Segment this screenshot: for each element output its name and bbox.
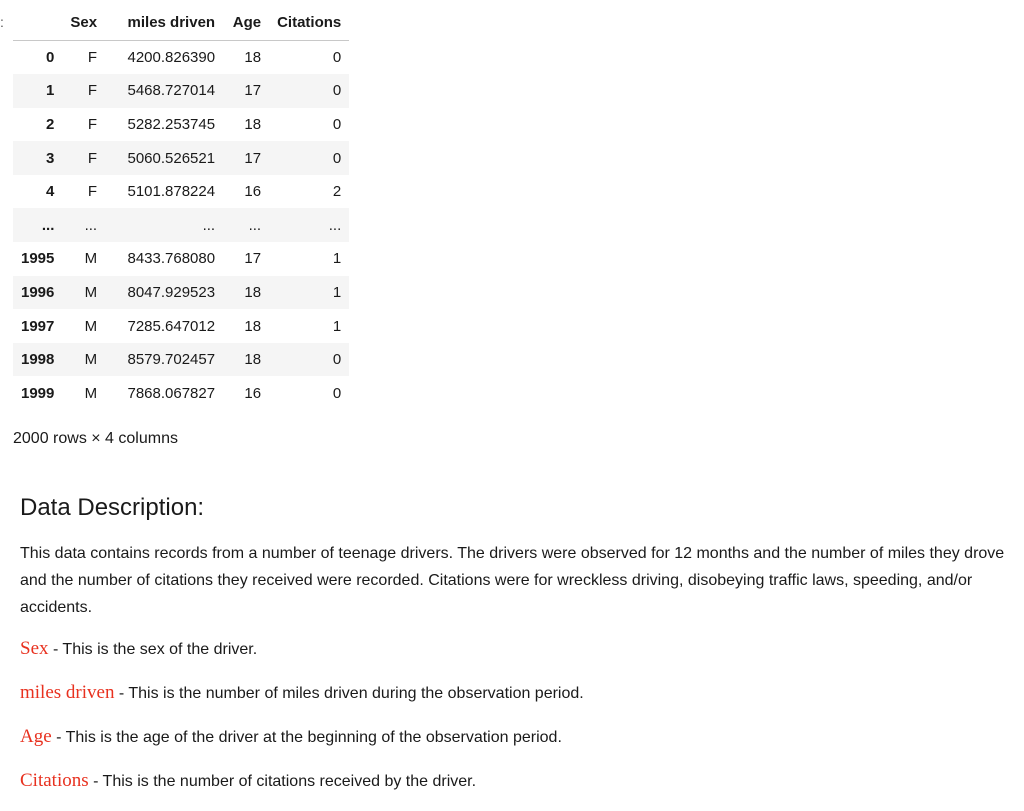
cell-sex: F	[87, 82, 98, 100]
row-index: 4	[46, 183, 55, 201]
row-index: 1998	[21, 351, 55, 369]
cell-citations: 0	[332, 115, 342, 133]
cell-citations: 1	[332, 317, 342, 335]
table-row	[13, 376, 349, 410]
dataframe-table	[13, 5, 349, 410]
cell-citations: 1	[332, 250, 342, 268]
cell-miles-driven: 8047.929523	[127, 283, 216, 301]
cell-age: 17	[244, 82, 262, 100]
cell-prompt-marker: :	[0, 14, 4, 30]
cell-sex: M	[84, 250, 98, 268]
cell-sex: F	[87, 115, 98, 133]
data-description-section	[20, 494, 1020, 811]
cell-age: 18	[244, 317, 262, 335]
index-header	[13, 5, 62, 41]
field-text: - This is the sex of the driver.	[48, 641, 258, 658]
cell-citations: 0	[332, 82, 342, 100]
row-index: 1	[46, 82, 55, 100]
cell-citations: 0	[332, 384, 342, 402]
field-description-miles-driven	[20, 679, 1020, 723]
cell-age: 18	[244, 49, 262, 67]
table-row	[13, 309, 349, 343]
field-name: Sex	[20, 638, 49, 659]
cell-miles-driven: 8579.702457	[127, 351, 216, 369]
dataframe-shape-note: 2000 rows × 4 columns	[13, 430, 178, 447]
cell-miles-driven: 5101.878224	[127, 183, 216, 201]
cell-miles-driven: 7285.647012	[127, 317, 216, 335]
cell-age: 17	[244, 250, 262, 268]
cell-miles-driven: 5060.526521	[127, 149, 216, 167]
table-row	[13, 108, 349, 142]
row-index: 2	[46, 115, 55, 133]
field-name: Age	[20, 726, 52, 747]
cell-miles-driven: 4200.826390	[127, 49, 216, 67]
cell-age: 16	[244, 384, 262, 402]
field-text: - This is the number of citations received by the driver.	[88, 773, 477, 790]
row-index: 1997	[21, 317, 55, 335]
field-name: Citations	[20, 770, 89, 791]
row-index: 1996	[21, 283, 55, 301]
cell-sex: M	[84, 351, 98, 369]
cell-citations: 0	[332, 351, 342, 369]
table-row	[13, 74, 349, 108]
cell-miles-driven: 7868.067827	[127, 384, 216, 402]
header-row	[13, 5, 349, 41]
cell-sex: F	[87, 49, 98, 67]
column-header-age: Age	[223, 5, 269, 41]
description-heading: Data Description:	[20, 494, 205, 521]
cell-sex: F	[87, 149, 98, 167]
field-name: miles driven	[20, 682, 115, 703]
table-row	[13, 175, 349, 209]
cell-age: 16	[244, 183, 262, 201]
table-row-ellipsis	[13, 208, 349, 242]
column-header-sex: Sex	[62, 5, 105, 41]
cell-age: 18	[244, 115, 262, 133]
cell-age: 17	[244, 149, 262, 167]
column-header-citations: Citations	[269, 5, 349, 41]
cell-citations: 1	[332, 283, 342, 301]
cell-sex: ...	[84, 216, 98, 234]
cell-miles-driven: 5468.727014	[127, 82, 216, 100]
description-intro: This data contains records from a number of teenage drivers. The drivers were observed for 12 months and the number of miles they drove and the number of citations they received were recorded. Citations were for wreckless driving, disobeying traffic laws, speeding, and/or accidents.	[20, 545, 1005, 616]
cell-miles-driven: ...	[202, 216, 216, 234]
table-row	[13, 242, 349, 276]
table-row	[13, 41, 349, 75]
field-description-sex	[20, 635, 1020, 679]
row-index: ...	[41, 216, 55, 234]
cell-citations: ...	[328, 216, 342, 234]
field-description-age	[20, 723, 1020, 767]
field-description-citations	[20, 767, 1020, 811]
column-header-miles-driven: miles driven	[105, 5, 223, 41]
cell-sex: M	[84, 384, 98, 402]
field-text: - This is the age of the driver at the beginning of the observation period.	[51, 729, 562, 746]
cell-age: 18	[244, 351, 262, 369]
cell-sex: M	[84, 283, 98, 301]
cell-sex: F	[87, 183, 98, 201]
cell-citations: 0	[332, 49, 342, 67]
cell-sex: M	[84, 317, 98, 335]
table-row	[13, 141, 349, 175]
dataframe-output	[13, 5, 349, 410]
cell-age: ...	[248, 216, 262, 234]
cell-miles-driven: 5282.253745	[127, 115, 216, 133]
cell-citations: 2	[332, 183, 342, 201]
table-row	[13, 343, 349, 377]
cell-citations: 0	[332, 149, 342, 167]
cell-miles-driven: 8433.768080	[127, 250, 216, 268]
table-row	[13, 276, 349, 310]
field-text: - This is the number of miles driven during the observation period.	[114, 685, 584, 702]
cell-age: 18	[244, 283, 262, 301]
row-index: 1999	[21, 384, 55, 402]
row-index: 1995	[21, 250, 55, 268]
row-index: 3	[46, 149, 55, 167]
row-index: 0	[46, 49, 55, 67]
